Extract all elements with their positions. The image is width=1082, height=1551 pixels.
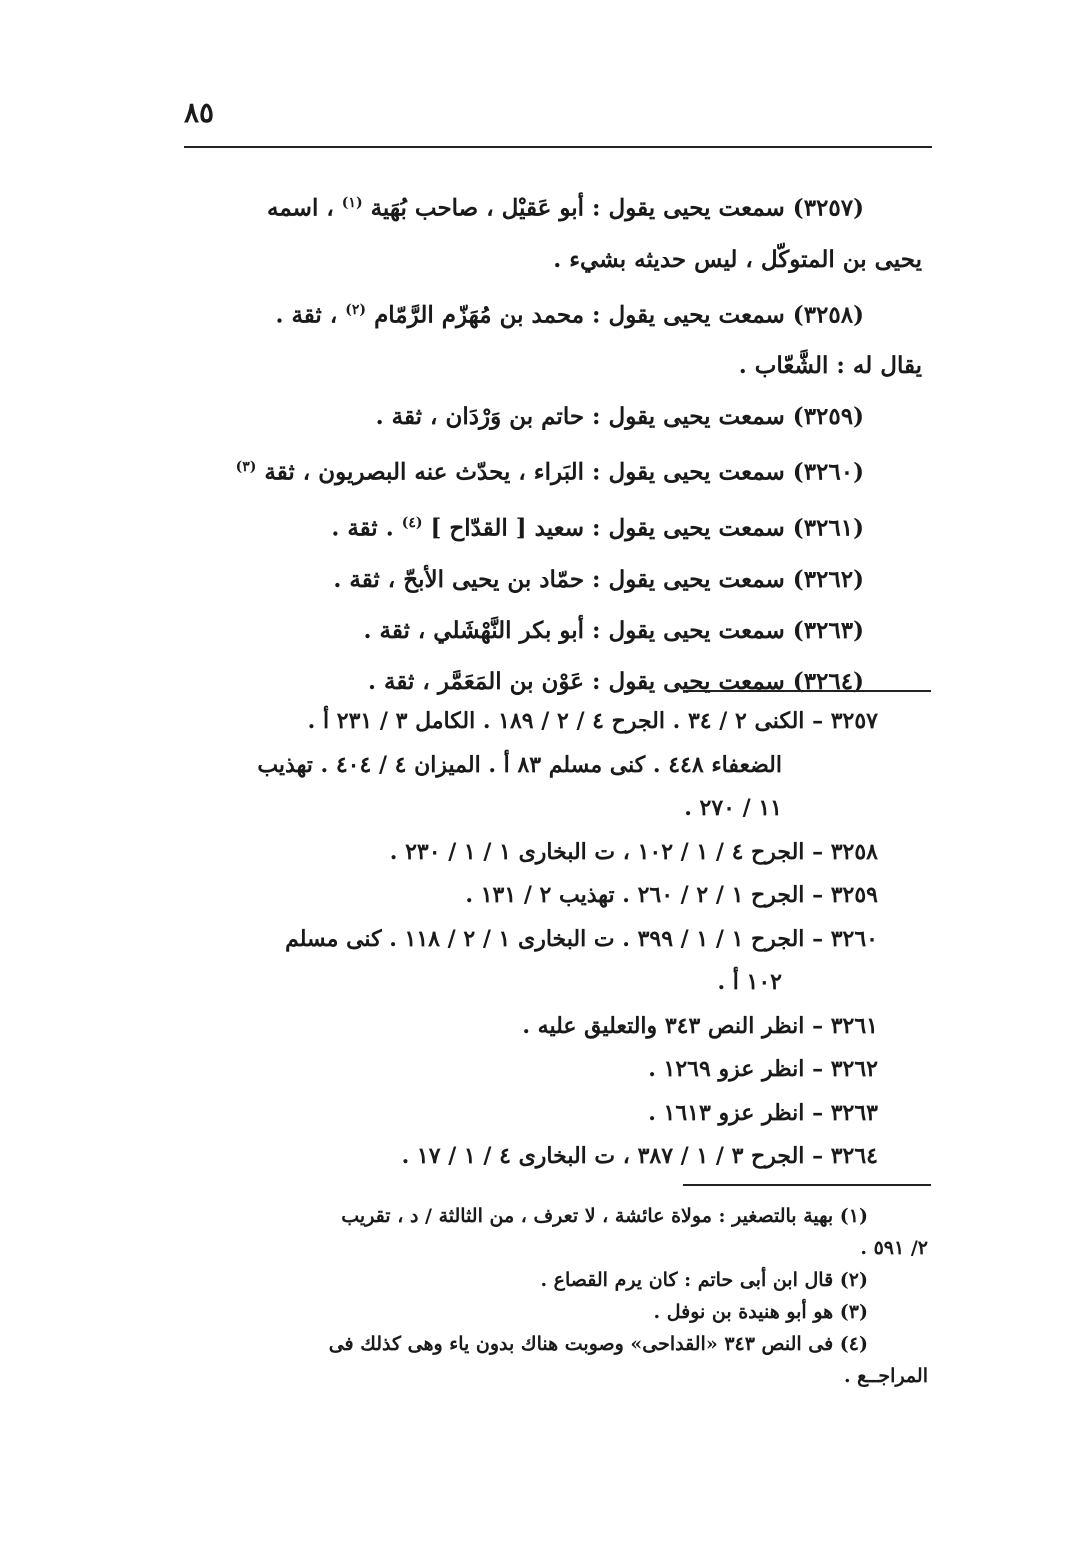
footnote-marker: (٤) (401, 514, 423, 531)
entry-3263: (٣٢٦٣) سمعت يحيى يقول : أبو بكر النَّهْشَلي ، ثقة . (363, 616, 864, 644)
entry-3262: (٣٢٦٢) سمعت يحيى يقول : حمّاد بن يحيى الأبحّ ، ثقة . (333, 565, 864, 593)
reference-item: ٣٢٦٢ – انظر عزو ١٢٦٩ . (648, 1056, 878, 1082)
entry-3257-cont: يحيى بن المتوكّل ، ليس حديثه بشيء . (553, 245, 922, 273)
footnote-1-cont: ٢/ ٥٩١ . (860, 1237, 928, 1259)
reference-item-cont: ١١ / ٢٧٠ . (684, 795, 782, 821)
footnote-3: (٣) هو أبو هنيدة بن نوفل . (653, 1301, 868, 1323)
entry-text: . ثقة . (331, 514, 402, 542)
main-text (190, 178, 922, 707)
entry-text: ، ثقة . (275, 301, 346, 329)
entry-text: (٣٢٥٧) سمعت يحيى يقول : أبو عَقيْل ، صاحب بُهَية (370, 194, 864, 222)
reference-item: ٣٢٦٣ – انظر عزو ١٦١٣ . (648, 1099, 878, 1126)
footnote-4: (٤) فى النص ٣٤٣ «القداحى» وصوبت هناك بدون ياء وهى كذلك فى (328, 1333, 868, 1355)
reference-item: ٣٢٦١ – انظر النص ٣٤٣ والتعليق عليه . (522, 1012, 878, 1039)
entry-3259: (٣٢٥٩) سمعت يحيى يقول : حاتم بن وَرْدَان ، ثقة . (375, 403, 864, 431)
entry-text: (٣٢٦٠) سمعت يحيى يقول : البَراء ، يحدّث عنه البصريون ، ثقة (264, 458, 864, 486)
page-number: ٨٥ (184, 96, 215, 129)
reference-item: ٣٢٦٠ – الجرح ١ / ١ / ٣٩٩ . ت البخارى ١ / ٢ / ١١٨ . كنى مسلم (285, 925, 878, 952)
footnote-4-cont: المراجــع . (843, 1365, 928, 1387)
reference-item: ٣٢٥٨ – الجرح ٤ / ١ / ١٠٢ ، ت البخارى ١ / ١ / ٢٣٠ . (389, 838, 878, 865)
footnote-marker: (٣) (235, 459, 257, 476)
entry-3258-cont: يقال له : الشَّعّاب . (738, 352, 922, 380)
footnote-1: (١) بهية بالتصغير : مولاة عائشة ، لا تعرف ، من الثالثة / د ، تقريب (341, 1205, 868, 1227)
entry-3260 (190, 442, 922, 498)
entry-text: (٣٢٦١) سمعت يحيى يقول : سعيد [ القدّاح ] (430, 514, 864, 542)
reference-item-cont: الضعفاء ٤٤٨ . كنى مسلم ٨٣ أ . الميزان ٤ / ٤٠٤ . تهذيب (257, 751, 782, 778)
reference-item: ٣٢٥٧ – الكنى ٢ / ٣٤ . الجرح ٤ / ٢ / ١٨٩ . الكامل ٣ / ٢٣١ أ . (307, 708, 878, 734)
footnote-marker: (٢) (345, 301, 367, 318)
entry-3258 (190, 285, 922, 341)
footnote-2: (٢) قال ابن أبى حاتم : كان يرم القصاع . (540, 1269, 868, 1291)
footnotes-rule (683, 1184, 931, 1186)
entry-3257 (190, 178, 922, 234)
entry-3261 (190, 498, 922, 554)
reference-item-cont: ١٠٢ أ . (717, 969, 782, 995)
footnote-marker: (١) (341, 195, 363, 211)
header-rule (184, 146, 932, 148)
entry-text: ، اسمه (267, 194, 342, 222)
footnotes (184, 1200, 928, 1392)
reference-item: ٣٢٥٩ – الجرح ١ / ٢ / ٢٦٠ . تهذيب ٢ / ١٣١ . (465, 882, 878, 908)
reference-item: ٣٢٦٤ – الجرح ٣ / ١ / ٣٨٧ ، ت البخارى ٤ / ١ / ١٧ . (401, 1143, 878, 1169)
references-rule (683, 690, 931, 692)
references (190, 700, 878, 1179)
entry-text: (٣٢٥٨) سمعت يحيى يقول : محمد بن مُهَزّم الرَّمّام (374, 301, 864, 329)
entry-3264: (٣٢٦٤) سمعت يحيى يقول : عَوْن بن المَعَمَّر ، ثقة . (368, 667, 864, 695)
